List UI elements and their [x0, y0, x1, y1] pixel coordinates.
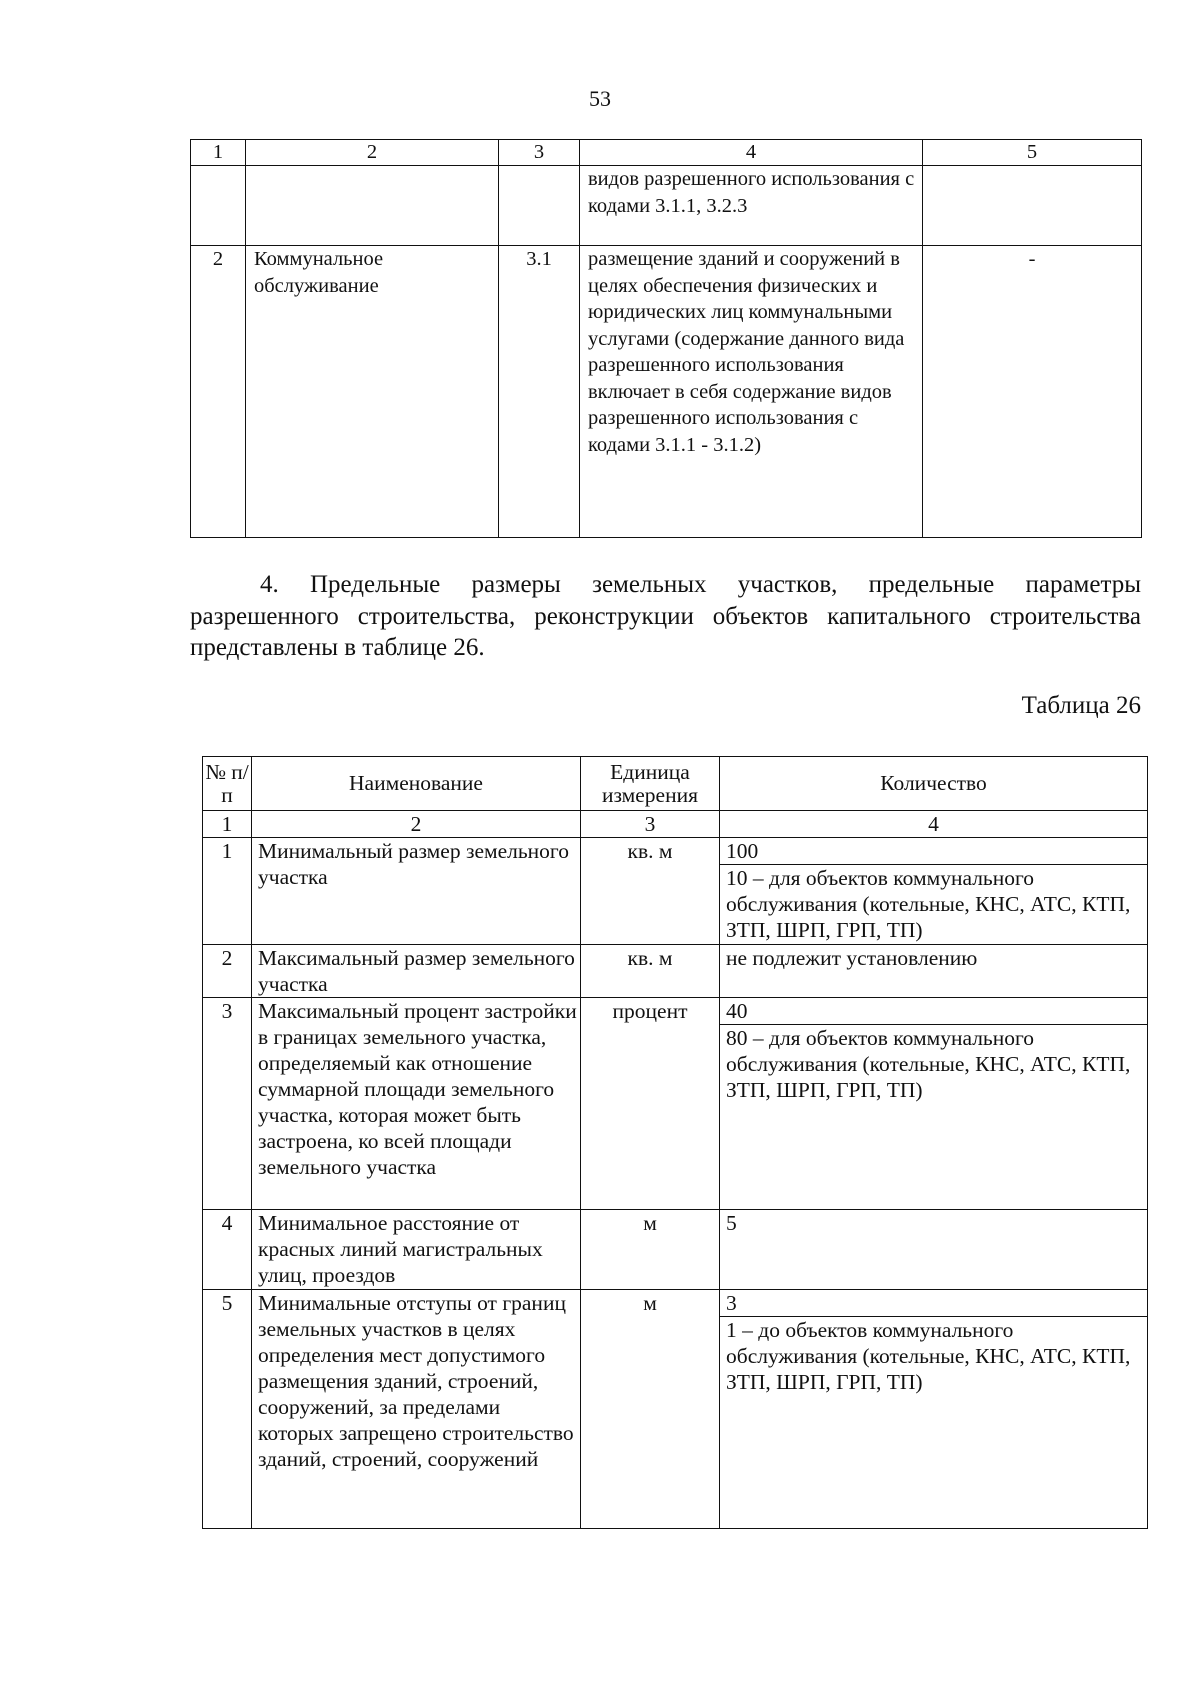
table-row: [191, 166, 1142, 246]
column-number: 4: [720, 811, 1148, 838]
parameter-name: Минимальное расстояние от красных линий магистральных улиц, проездов: [252, 1210, 581, 1290]
parameter-quantity: [720, 998, 1148, 1210]
header-cell: 1: [191, 140, 246, 166]
table-row: [203, 998, 1148, 1210]
row-number: [191, 166, 246, 246]
header-cell: 2: [246, 140, 499, 166]
table-row: [203, 1210, 1148, 1290]
use-name: [246, 166, 499, 246]
column-number: 2: [252, 811, 581, 838]
parameter-unit: м: [581, 1290, 720, 1529]
header-cell: 4: [580, 140, 923, 166]
header-name: Наименование: [252, 757, 581, 811]
table-header-row: [203, 757, 1148, 811]
use-name: Коммунальное обслуживание: [246, 246, 499, 538]
row-number: 3: [203, 998, 252, 1210]
parameter-quantity: не подлежит установлению: [720, 945, 1148, 998]
use-description: видов разрешенного использования с кодами 3.1.1, 3.2.3: [580, 166, 923, 246]
parameter-unit: м: [581, 1210, 720, 1290]
table-row: [203, 838, 1148, 945]
header-quantity: Количество: [720, 757, 1148, 811]
paragraph-text: 4. Предельные размеры земельных участков, предельные параметры разрешенного строительства, реконструкции объектов капитального строительства представлены в таблице 26.: [190, 571, 1141, 661]
quantity-extra: 1 – до объектов коммунального обслуживания (котельные, КНС, АТС, КТП, ЗТП, ШРП, ГРП, ТП): [720, 1316, 1147, 1395]
quantity-value: 100: [726, 839, 759, 863]
table-26: [202, 756, 1148, 1529]
quantity-value: 3: [726, 1291, 737, 1315]
parameter-unit: процент: [581, 998, 720, 1210]
page-number: 53: [589, 86, 611, 111]
quantity-value: 40: [726, 999, 748, 1023]
parameter-quantity: [720, 1290, 1148, 1529]
quantity-extra: 10 – для объектов коммунального обслуживания (котельные, КНС, АТС, КТП, ЗТП, ШРП, ГРП, ТП): [720, 864, 1147, 943]
section-paragraph: [190, 569, 1141, 664]
column-number: 1: [203, 811, 252, 838]
table-row: [203, 1290, 1148, 1529]
use-note: -: [923, 246, 1142, 538]
parameter-quantity: 5: [720, 1210, 1148, 1290]
table-row: [191, 246, 1142, 538]
row-number: 1: [203, 838, 252, 945]
parameter-unit: кв. м: [581, 945, 720, 998]
column-number: 3: [581, 811, 720, 838]
use-note: [923, 166, 1142, 246]
header-number: № п/п: [203, 757, 252, 811]
column-numbering-row: [203, 811, 1148, 838]
use-description: размещение зданий и сооружений в целях обеспечения физических и юридических лиц коммунальными услугами (содержание данного вида разрешенного использования включает в себя содержание видов разрешенного использования с кодами 3.1.1 - 3.1.2): [580, 246, 923, 538]
row-number: 4: [203, 1210, 252, 1290]
quantity-extra: 80 – для объектов коммунального обслуживания (котельные, КНС, АТС, КТП, ЗТП, ШРП, ГРП, ТП): [720, 1024, 1147, 1103]
parameter-name: Минимальные отступы от границ земельных участков в целях определения мест допустимого размещения зданий, строений, сооружений, за пределами которых запрещено строительство зданий, строений, сооружений: [252, 1290, 581, 1529]
parameter-name: Максимальный процент застройки в границах земельного участка, определяемый как отношение суммарной площади земельного участка, которая может быть застроена, ко всей площади земельного участка: [252, 998, 581, 1210]
parameter-name: Максимальный размер земельного участка: [252, 945, 581, 998]
header-cell: 3: [499, 140, 580, 166]
row-number: 2: [203, 945, 252, 998]
table-caption: Таблица 26: [1021, 692, 1141, 719]
header-unit: Единица измерения: [581, 757, 720, 811]
use-code: [499, 166, 580, 246]
parameter-quantity: [720, 838, 1148, 945]
table-header-row: [191, 140, 1142, 166]
row-number: 2: [191, 246, 246, 538]
table-row: [203, 945, 1148, 998]
parameter-name: Минимальный размер земельного участка: [252, 838, 581, 945]
header-cell: 5: [923, 140, 1142, 166]
land-use-table: [190, 139, 1142, 538]
parameter-unit: кв. м: [581, 838, 720, 945]
row-number: 5: [203, 1290, 252, 1529]
use-code: 3.1: [499, 246, 580, 538]
